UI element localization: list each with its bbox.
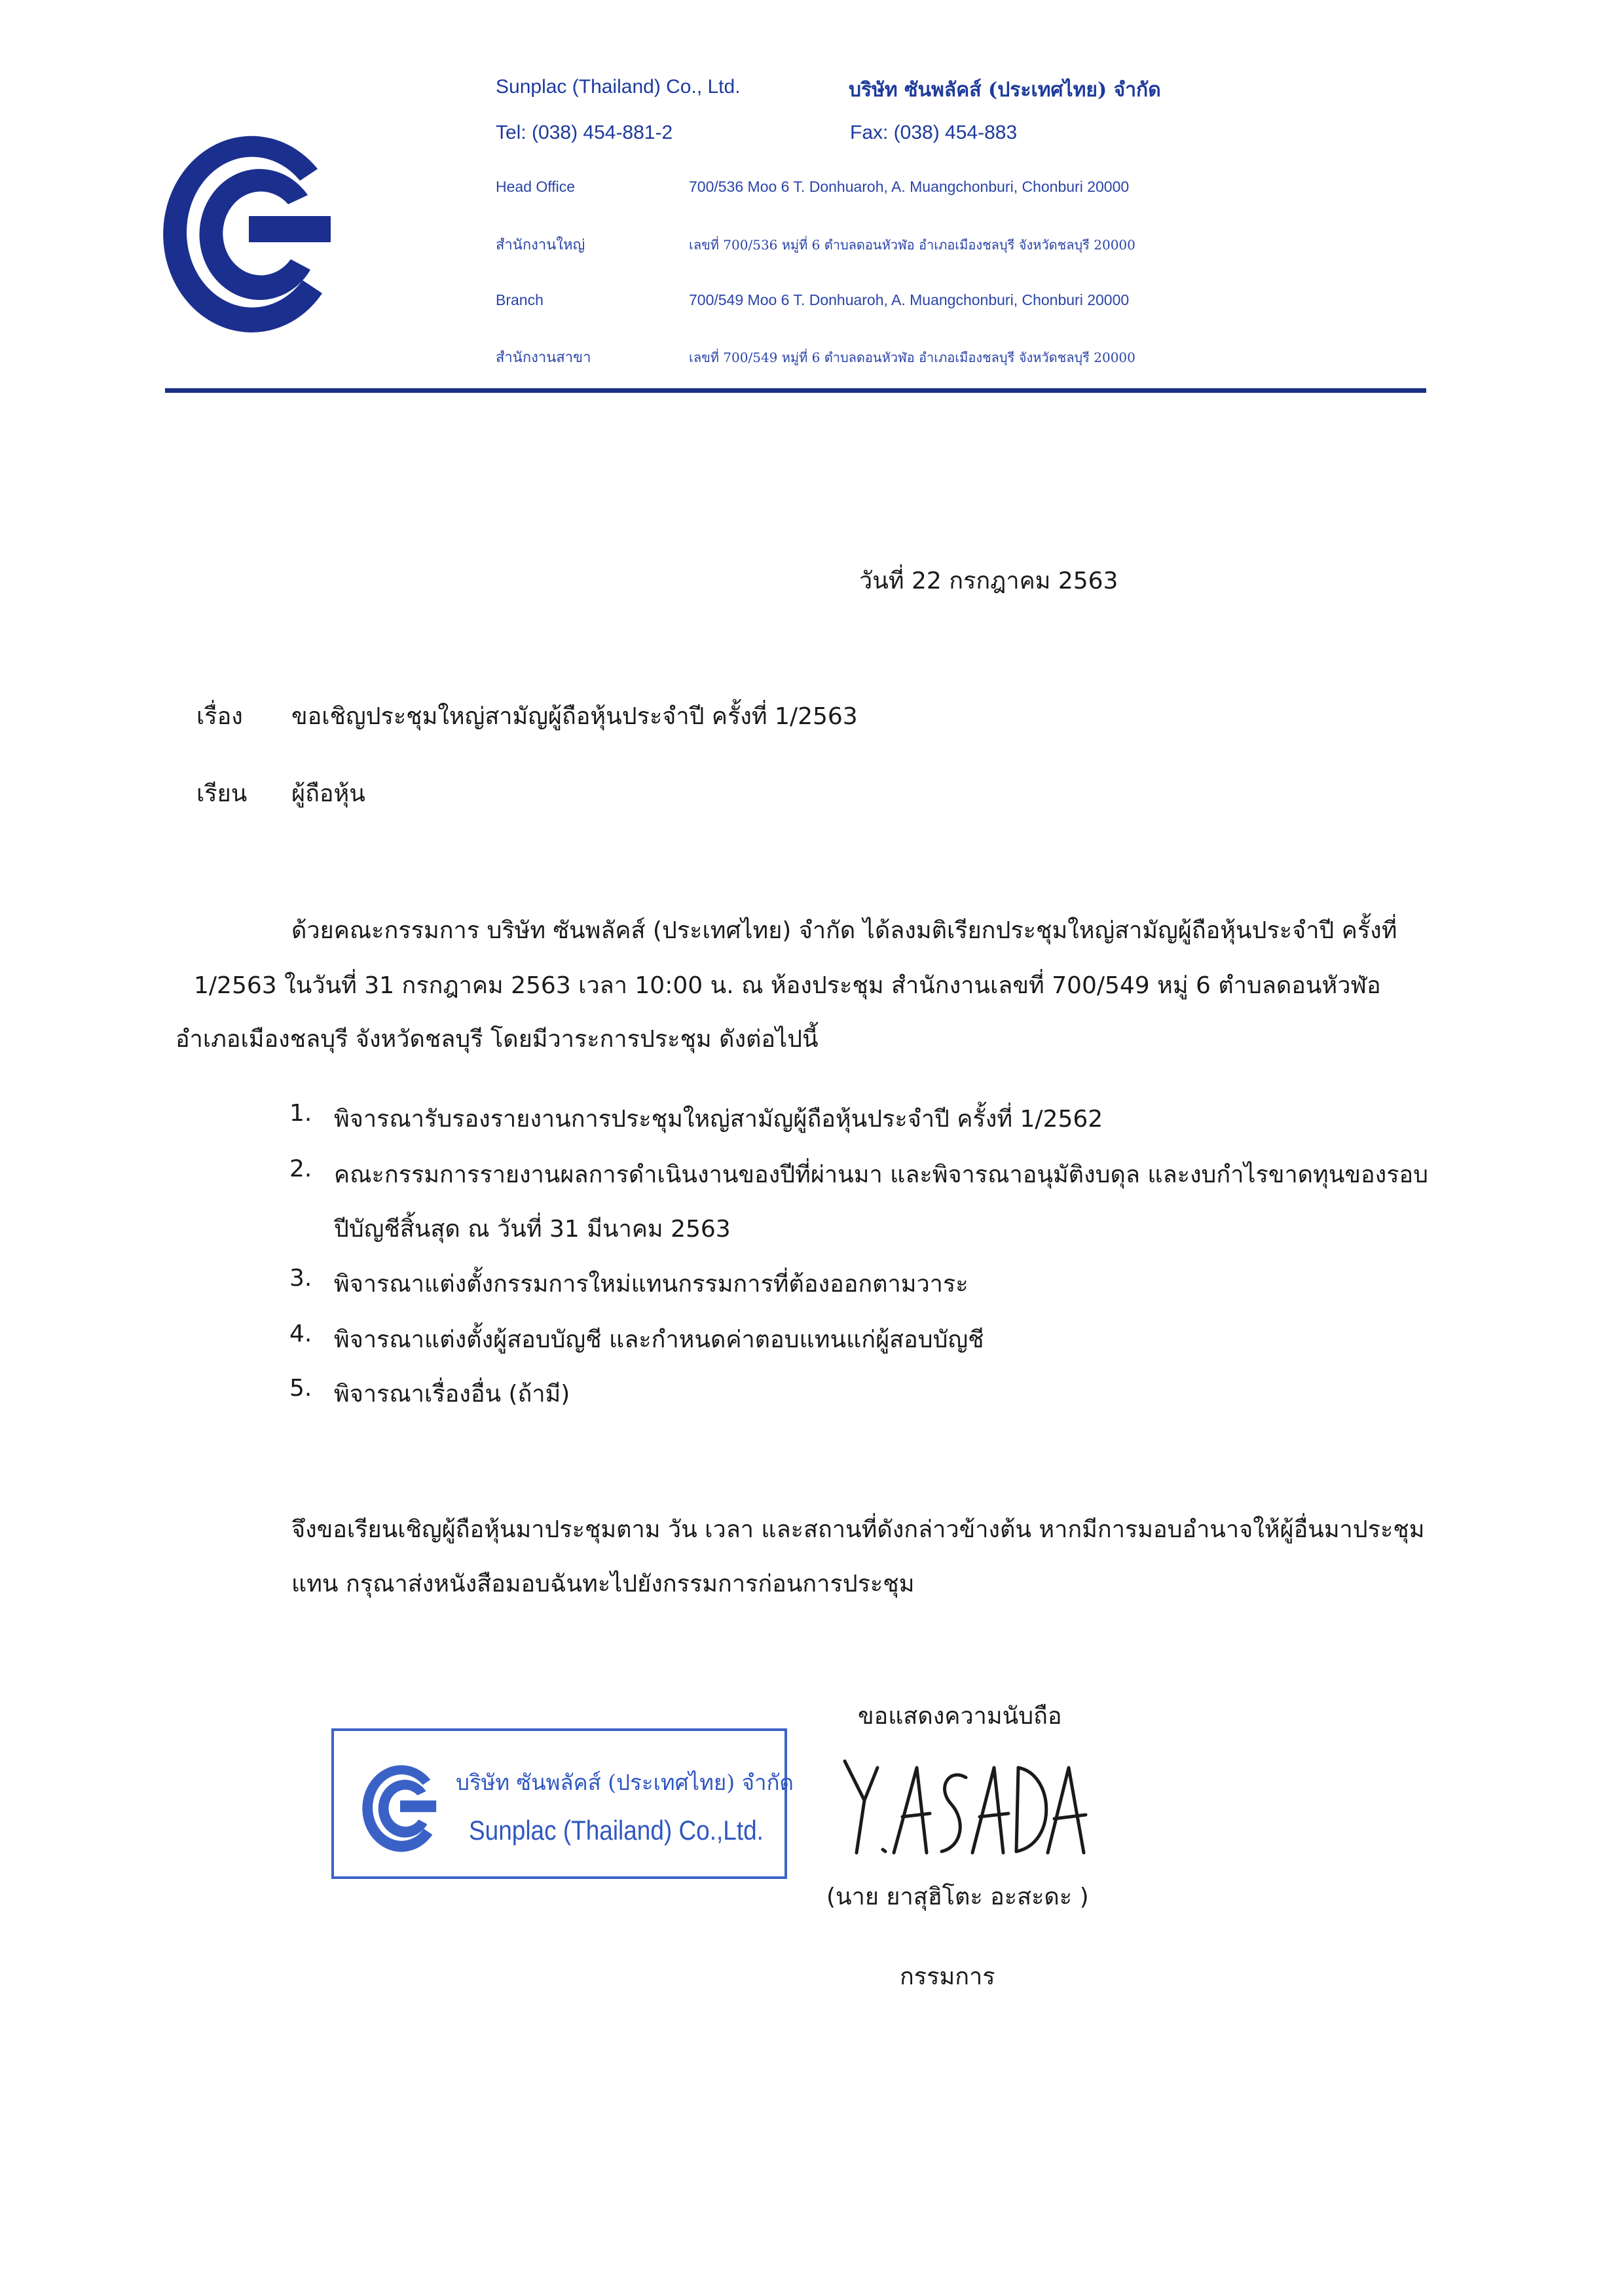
stamp-logo — [351, 1757, 449, 1855]
recipient-label: เรียน — [196, 780, 248, 807]
branch-label: Branch — [496, 291, 544, 308]
intro-line-3: อำเภอเมืองชลบุรี จังหวัดชลบุรี โดยมีวาระการประชุม ดังต่อไปนี้ — [175, 1026, 819, 1053]
agenda-number: 4. — [289, 1321, 312, 1347]
regards-text: ขอแสดงความนับถือ — [858, 1703, 1062, 1730]
agenda-number: 1. — [289, 1100, 312, 1127]
agenda-number: 3. — [289, 1265, 312, 1292]
agenda-item-4: พิจารณาแต่งตั้งผู้สอบบัญชี และกำหนดค่าตอบแทนแก่ผู้สอบบัญชี — [334, 1326, 984, 1353]
stamp-company-th: บริษัท ซันพลัคส์ (ประเทศไทย) จำกัด — [456, 1770, 794, 1795]
head-office-address-th: เลขที่ 700/536 หมู่ที่ 6 ตำบลดอนหัวฬ่อ อำเภอเมืองชลบุรี จังหวัดชลบุรี 20000 — [689, 237, 1135, 253]
head-office-label: Head Office — [496, 178, 576, 195]
company-tel: Tel: (038) 454-881-2 — [496, 122, 673, 143]
letterhead-divider — [165, 388, 1426, 393]
letter-date: วันที่ 22 กรกฎาคม 2563 — [859, 568, 1118, 594]
branch-address: 700/549 Moo 6 T. Donhuaroh, A. Muangchonburi, Chonburi 20000 — [689, 291, 1130, 308]
handwritten-signature — [832, 1741, 1094, 1872]
signer-name: (นาย ยาสุฮิโตะ อะสะดะ ) — [826, 1884, 1089, 1910]
closing-line-2: แทน กรุณาส่งหนังสือมอบฉันทะไปยังกรรมการก่อนการประชุม — [291, 1571, 915, 1597]
agenda-number: 2. — [289, 1156, 312, 1182]
agenda-item-2: คณะกรรมการรายงานผลการดำเนินงานของปีที่ผ่านมา และพิจารณาอนุมัติงบดุล และงบกำไรขาดทุนของรอบ — [334, 1161, 1429, 1188]
agenda-number: 5. — [289, 1375, 312, 1402]
head-office-address: 700/536 Moo 6 T. Donhuaroh, A. Muangchonburi, Chonburi 20000 — [689, 178, 1130, 195]
company-stamp — [331, 1728, 794, 1879]
agenda-item-5: พิจารณาเรื่องอื่น (ถ้ามี) — [334, 1381, 570, 1408]
branch-address-th: เลขที่ 700/549 หมู่ที่ 6 ตำบลดอนหัวฬ่อ อำเภอเมืองชลบุรี จังหวัดชลบุรี 20000 — [689, 350, 1135, 365]
subject-text: ขอเชิญประชุมใหญ่สามัญผู้ถือหุ้นประจำปี ครั้งที่ 1/2563 — [291, 703, 858, 730]
company-logo — [151, 118, 347, 340]
head-office-label-th: สำนักงานใหญ่ — [496, 237, 585, 253]
company-name-th: บริษัท ซันพลัคส์ (ประเทศไทย) จำกัด — [849, 79, 1161, 101]
stamp-company-en: Sunplac (Thailand) Co.,Ltd. — [469, 1815, 764, 1846]
recipient-text: ผู้ถือหุ้น — [291, 780, 365, 807]
agenda-item-3: พิจารณาแต่งตั้งกรรมการใหม่แทนกรรมการที่ต้องออกตามวาระ — [334, 1271, 969, 1298]
agenda-item-1: พิจารณารับรองรายงานการประชุมใหญ่สามัญผู้ถือหุ้นประจำปี ครั้งที่ 1/2562 — [334, 1106, 1103, 1133]
intro-line-2: 1/2563 ในวันที่ 31 กรกฎาคม 2563 เวลา 10:00 น. ณ ห้องประชุม สำนักงานเลขที่ 700/549 หมู่ 6 ตำบลดอนหัวฬ่อ — [194, 972, 1381, 999]
closing-line-1: จึงขอเรียนเชิญผู้ถือหุ้นมาประชุมตาม วัน เวลา และสถานที่ดังกล่าวข้างต้น หากมีการมอบอำนาจให้ผู้อื่นมาประชุม — [291, 1516, 1425, 1543]
company-name-en: Sunplac (Thailand) Co., Ltd. — [496, 76, 741, 98]
intro-line-1: ด้วยคณะกรรมการ บริษัท ซันพลัคส์ (ประเทศไทย) จำกัด ได้ลงมติเรียกประชุมใหญ่สามัญผู้ถือหุ้นประจำปี ครั้งที่ — [291, 917, 1397, 944]
subject-label: เรื่อง — [196, 703, 243, 730]
signer-title: กรรมการ — [900, 1963, 995, 1990]
branch-label-th: สำนักงานสาขา — [496, 350, 591, 366]
agenda-item-2-cont: ปีบัญชีสิ้นสุด ณ วันที่ 31 มีนาคม 2563 — [334, 1216, 731, 1243]
company-fax: Fax: (038) 454-883 — [850, 122, 1018, 143]
